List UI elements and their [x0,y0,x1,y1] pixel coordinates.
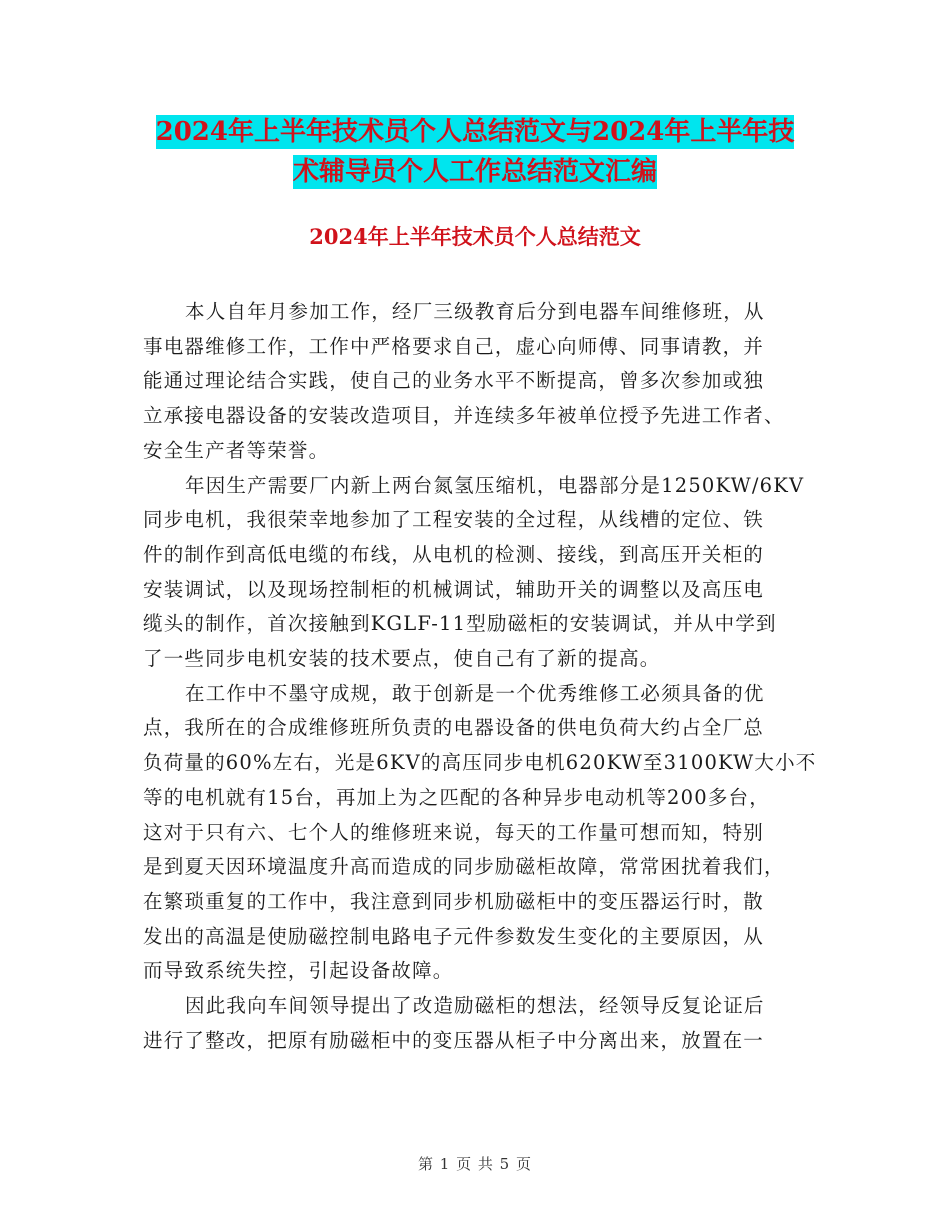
paragraph-line: 安装调试，以及现场控制柜的机械调试，辅助开关的调整以及高压电 [143,577,765,601]
paragraph [143,989,811,1058]
paragraph [143,295,811,469]
paragraph-line: 在繁琐重复的工作中，我注意到同步机励磁柜中的变压器运行时，散 [143,889,765,913]
paragraph-line: 件的制作到高低电缆的布线，从电机的检测、接线，到高压开关柜的 [143,542,765,566]
paragraph-line: 本人自年月参加工作，经厂三级教育后分到电器车间维修班，从 [185,300,765,323]
paragraph-line: 点，我所在的合成维修班所负责的电器设备的供电负荷大约占全厂总 [143,716,765,740]
paragraph-line: 等的电机就有15台，再加上为之匹配的各种异步电动机等200多台， [143,785,770,809]
document-title-line-1: 2024年上半年技术员个人总结范文与2024年上半年技 [155,117,795,147]
document-title [140,112,810,192]
paragraph-line: 同步电机，我很荣幸地参加了工程安装的全过程，从线槽的定位、铁 [143,508,765,532]
paragraph-line: 事电器维修工作，工作中严格要求自己，虚心向师傅、同事请教，并 [143,334,765,358]
paragraph [143,677,817,989]
page-footer: 第 1 页 共 5 页 [418,1155,532,1173]
paragraph-line: 能通过理论结合实践，使自己的业务水平不断提高，曾多次参加或独 [143,369,765,393]
section-title: 2024年上半年技术员个人总结范文 [309,224,641,249]
paragraph-line: 发出的高温是使励磁控制电路电子元件参数发生变化的主要原因，从 [143,924,765,948]
paragraph-line: 了一些同步电机安装的技术要点，使自己有了新的提高。 [143,647,661,671]
paragraph-line: 是到夏天因环境温度升高而造成的同步励磁柜故障，常常困扰着我们， [143,855,785,879]
paragraph-line: 进行了整改，把原有励磁柜中的变压器从柜子中分离出来，放置在一 [143,1028,765,1052]
paragraph-line: 在工作中不墨守成规，敢于创新是一个优秀维修工必须具备的优 [185,681,765,705]
paragraph-line: 安全生产者等荣誉。 [143,438,330,462]
paragraph-line: 这对于只有六、七个人的维修班来说，每天的工作量可想而知，特别 [143,820,765,844]
paragraph-line: 立承接电器设备的安装改造项目，并连续多年被单位授予先进工作者、 [143,404,785,428]
paragraph-line: 因此我向车间领导提出了改造励磁柜的想法，经领导反复论证后 [185,994,765,1018]
document-title-line-2: 术辅导员个人工作总结范文汇编 [292,157,657,187]
paragraph-line: 缆头的制作，首次接触到KGLF-11型励磁柜的安装调试，并从中学到 [143,612,777,636]
paragraph-line: 而导致系统失控，引起设备故障。 [143,959,454,983]
paragraph-line: 负荷量的60%左右，光是6KV的高压同步电机620KW至3100KW大小不 [143,751,817,775]
paragraph-line: 年因生产需要厂内新上两台氮氢压缩机，电器部分是1250KW/6KV [185,473,805,497]
paragraph [143,469,811,677]
document-body [143,295,817,1058]
